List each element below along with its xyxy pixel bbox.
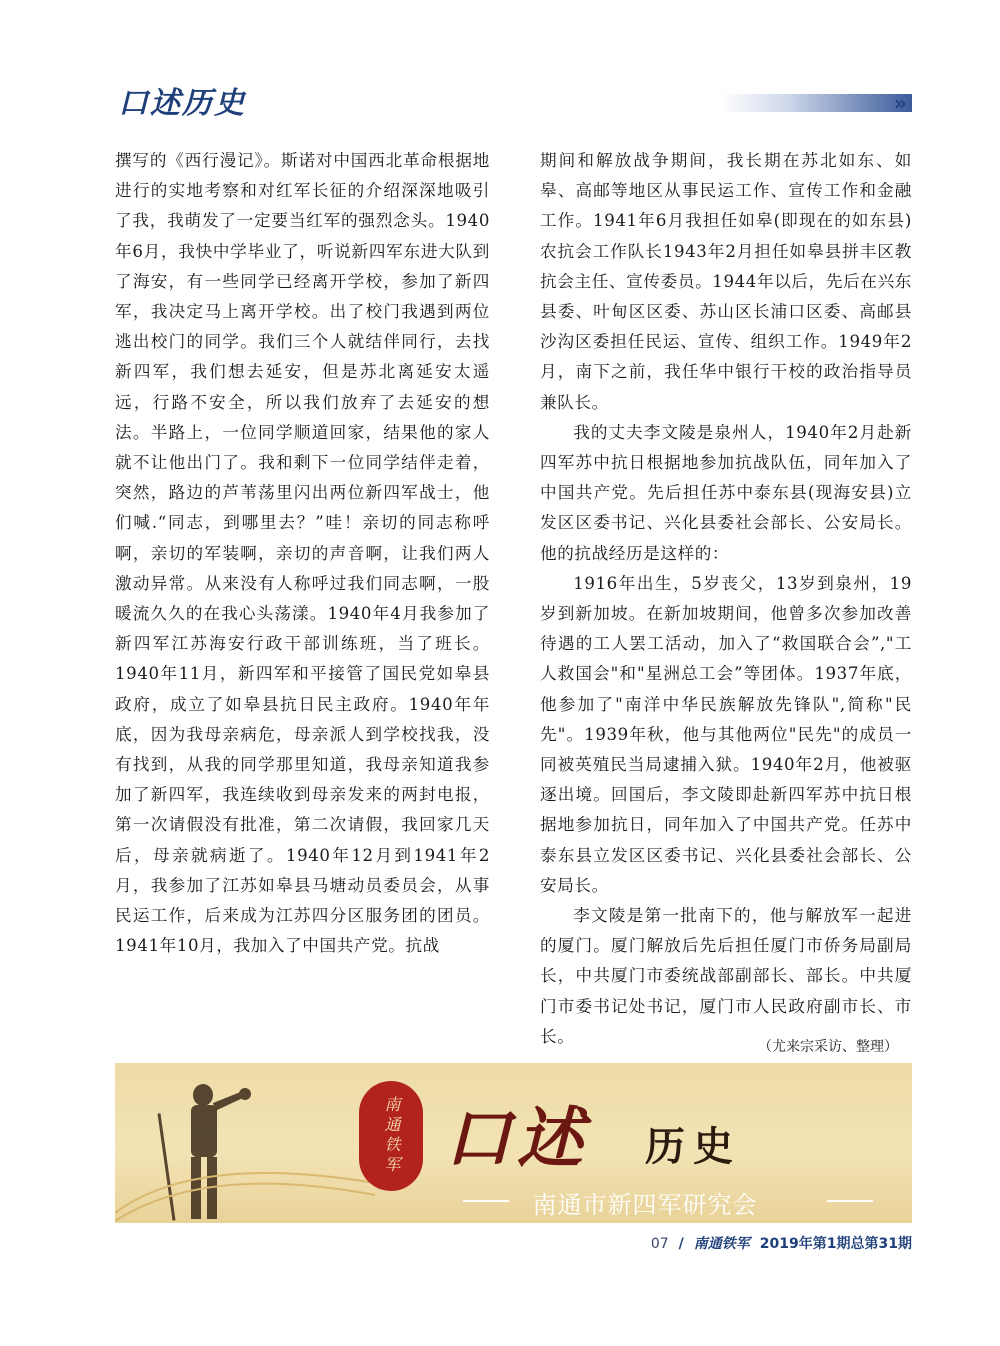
banner	[115, 1063, 912, 1223]
interviewer-credit: （尤来宗采访、整理）	[758, 1039, 898, 1055]
banner-rule-right	[827, 1200, 873, 1202]
magazine-seal: 南通铁军	[359, 1081, 423, 1191]
banner-wave-decoration	[115, 1143, 375, 1223]
banner-title-secondary: 历史	[645, 1123, 741, 1170]
magazine-name: 南通铁军	[693, 1236, 750, 1252]
banner-subtitle: 南通市新四军研究会	[532, 1191, 758, 1219]
issue-info: 2019年第1期总第31期	[759, 1236, 912, 1252]
page-footer	[651, 1233, 912, 1253]
body-paragraph: 1916年出生，5岁丧父，13岁到泉州，19岁到新加坡。在新加坡期间，他曾多次参加改善待遇的工人罢工活动，加入了“救国联合会”,"工人救国会"和"星洲总工会”等团体。1937年底，他参加了"南洋中华民族解放先锋队",简称"民先"。1939年秋，他与其他两位"民先"的成员一同被英殖民当局逮捕入狱。1940年2月，他被驱逐出境。回国后，李文陵即赴新四军苏中抗日根据地参加抗日，同年加入了中国共产党。任苏中泰东县立发区区委书记、兴化县委社会部长、公安局长。	[540, 573, 912, 895]
footer-separator: /	[678, 1236, 684, 1252]
banner-title-main: 口述	[445, 1099, 589, 1177]
section-title: 口述历史	[118, 86, 246, 121]
left-text-column	[115, 146, 490, 961]
body-paragraph: 我的丈夫李文陵是泉州人，1940年2月赴新四军苏中抗日根据地参加抗战队伍，同年加入了中国共产党。先后担任苏中泰东县(现海安县)立发区区委书记、兴化县委社会部长、公安局长。他的抗战经历是这样的：	[540, 422, 912, 563]
header-decoration-band	[720, 94, 912, 112]
body-paragraph: 李文陵是第一批南下的，他与解放军一起进的厦门。厦门解放后先后担任厦门市侨务局副局长，中共厦门市委统战部副部长、部长。中共厦门市委书记处书记，厦门市人民政府副市长、市长。	[540, 906, 912, 1046]
body-paragraph: 撰写的《西行漫记》。斯诺对中国西北革命根据地进行的实地考察和对红军长征的介绍深深地吸引了我，我萌发了一定要当红军的强烈念头。1940年6月，我快中学毕业了，听说新四军东进大队到了海安，有一些同学已经离开学校，参加了新四军，我决定马上离开学校。出了校门我遇到两位逃出校门的同学。我们三个人就结伴同行，去找新四军，我们想去延安，但是苏北离延安太遥远，行路不安全，所以我们放弃了去延安的想法。半路上，一位同学顺道回家，结果他的家人就不让他出门了。我和剩下一位同学结伴走着，突然，路边的芦苇荡里闪出两位新四军战士，他们喊.“同志，到哪里去？”哇！亲切的同志称呼啊，亲切的军装啊，亲切的声音啊，让我们两人激动异常。从来没有人称呼过我们同志啊，一股暖流久久的在我心头荡漾。1940年4月我参加了新四军江苏海安行政干部训练班，当了班长。1940年11月，新四军和平接管了国民党如皋县政府，成立了如皋县抗日民主政府。1940年年底，因为我母亲病危，母亲派人到学校找我，没有找到，从我的同学那里知道，我母亲知道我参加了新四军，我连续收到母亲发来的两封电报，第一次请假没有批准，第二次请假，我回家几天后，母亲就病逝了。1940年12月到1941年2月，我参加了江苏如皋县马塘动员委员会，从事民运工作，后来成为江苏四分区服务团的团员。1941年10月，我加入了中国共产党。抗战	[115, 151, 490, 956]
body-paragraph: 期间和解放战争期间，我长期在苏北如东、如皋、高邮等地区从事民运工作、宣传工作和金融工作。1941年6月我担任如皋(即现在的如东县)农抗会工作队长1943年2月担任如皋县拼丰区教抗会主任、宣传委员。1944年以后，先后在兴东县委、叶甸区区委、苏山区长浦口区委、高邮县沙沟区委担任民运、宣传、组织工作。1949年2月，南下之前，我任华中银行干校的政治指导员兼队长。	[540, 151, 912, 412]
right-text-column	[540, 146, 912, 1052]
chevron-right-icon: »	[894, 91, 907, 115]
page-number: 07	[650, 1236, 669, 1252]
